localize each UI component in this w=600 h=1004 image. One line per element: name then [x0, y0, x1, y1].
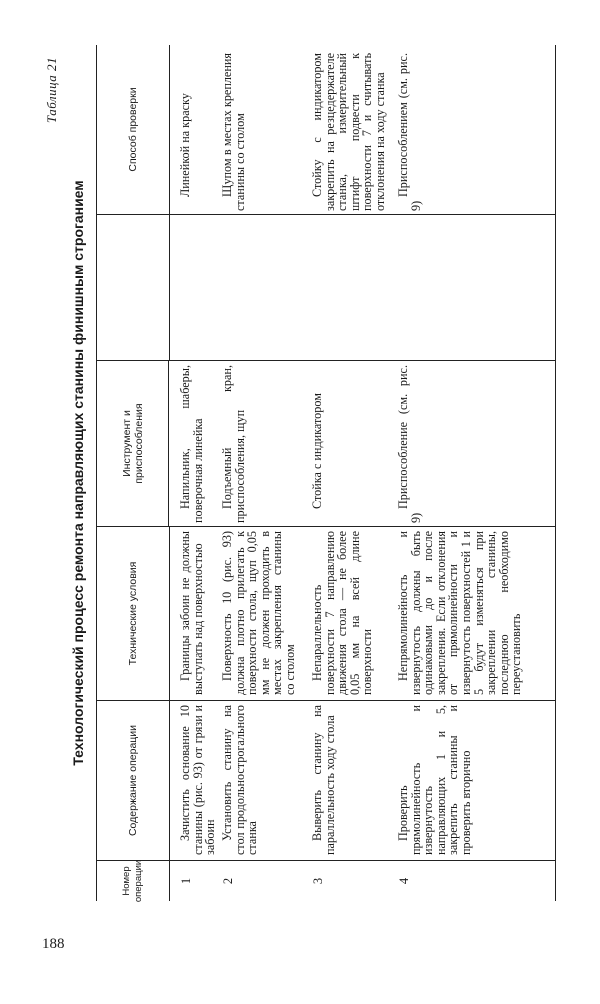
operation-text: Зачистить основание 10 станины (рис. 93) от грязи и забоин [178, 705, 218, 855]
row-number: 4 [397, 877, 411, 885]
table-title: Технологический процесс ремонта направляющих станины финишным строганием [70, 180, 86, 766]
method-text: Линейкой на краску [178, 93, 192, 197]
method-text: Приспособлением (см. рис. 9) [396, 53, 423, 211]
header-number: Номер операции [97, 861, 170, 901]
header-operation: Содержание операции [97, 701, 170, 860]
operation-text: Установить станину на стол продольнострогального станка [220, 705, 260, 855]
instrument-text: Стойка с индикатором [310, 393, 324, 509]
header-instrument: Инструмент и приспособления [97, 361, 169, 526]
page-number: 188 [42, 936, 65, 952]
technical-text: Непрямолинейность и извернутость должны быть одинаковыми до и после закрепления. Если отклонения от прямолинейности и извернутость поверхностей 1 и 5 будут изменяться при закреплении станины, последнюю необходимо переустановить [396, 531, 524, 695]
operation-text: Проверить прямолинейность и извернутость направляющих 1 и 5, закрепить станины и проверить вторично [396, 705, 473, 855]
technical-text: Поверхность 10 (рис. 93) должна плотно прилегать к поверхности стола, щуп 0,05 мм не должен проходить в местах закрепления станины со столом [220, 531, 297, 695]
header-empty [97, 215, 170, 360]
technical-text: Границы забоин не должны выступать над поверхностью [178, 531, 205, 695]
table-label: Таблица 21 [44, 57, 59, 124]
row-number: 1 [179, 877, 193, 885]
header-technical: Технические условия [97, 527, 170, 700]
method-text: Щупом в местах крепления станины со столом [220, 53, 247, 211]
technical-text: Непараллельность поверхности 7 направлению движения стола — не более 0,05 мм на всей длине поверхности [310, 531, 375, 695]
operation-text: Выверить станину на параллельность ходу стола [310, 705, 337, 855]
instrument-text: Приспособление (см. рис. 9) [396, 365, 423, 523]
operations-table [96, 45, 556, 901]
instrument-text: Напильник, шаберы, поверочная линейка [178, 365, 205, 523]
header-method: Способ проверки [97, 45, 170, 214]
row-number: 3 [311, 877, 325, 885]
instrument-text: Подъемный кран, приспособления, щуп [220, 365, 247, 523]
method-text: Стойку с индикатором закрепить на резцедержателе станка, измерительный штифт подвести к поверхности 7 и считывать отклонения на ходу станка [310, 53, 387, 211]
row-number: 2 [221, 877, 235, 885]
rotated-table-block [44, 45, 556, 901]
